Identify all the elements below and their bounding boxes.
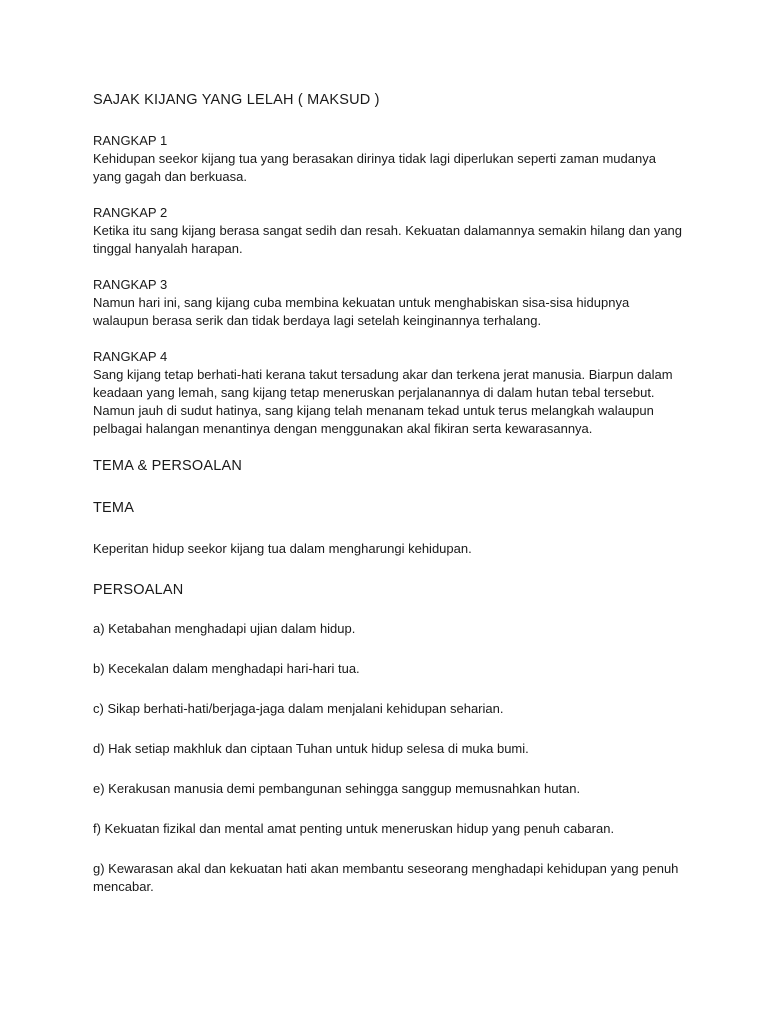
persoalan-item-d: d) Hak setiap makhluk dan ciptaan Tuhan untuk hidup selesa di muka bumi. [93, 741, 529, 756]
stanza-1 [93, 132, 683, 186]
stanza-text: Kehidupan seekor kijang tua yang berasakan dirinya tidak lagi diperlukan seperti zaman mudanya yang gagah dan berkuasa. [93, 151, 656, 184]
document-content [93, 90, 683, 918]
persoalan-item-b: b) Kecekalan dalam menghadapi hari-hari tua. [93, 661, 360, 676]
stanza-label: RANGKAP 3 [93, 277, 168, 292]
tema-persoalan-heading: TEMA & PERSOALAN [93, 458, 243, 474]
persoalan-item-a: a) Ketabahan menghadapi ujian dalam hidup. [93, 621, 356, 636]
persoalan-list [93, 620, 683, 896]
tema-text: Keperitan hidup seekor kijang tua dalam mengharungi kehidupan. [93, 541, 472, 556]
stanza-text: Sang kijang tetap berhati-hati kerana takut tersadung akar dan terkena jerat manusia. Biarpun dalam keadaan yang lemah, sang kijang tetap meneruskan perjalanannya di dalam hutan tebal tersebut. Namun jauh di sudut hatinya, sang kijang telah menanam tekad untuk terus melangkah walaupun pelbagai halangan menantinya dengan menggunakan akal fikiran serta kewarasannya. [93, 367, 673, 436]
stanza-label: RANGKAP 2 [93, 205, 168, 220]
persoalan-item-c: c) Sikap berhati-hati/berjaga-jaga dalam menjalani kehidupan seharian. [93, 701, 504, 716]
stanza-2 [93, 204, 683, 258]
stanza-label: RANGKAP 4 [93, 349, 168, 364]
persoalan-item-f: f) Kekuatan fizikal dan mental amat penting untuk meneruskan hidup yang penuh cabaran. [93, 821, 615, 836]
stanza-label: RANGKAP 1 [93, 133, 168, 148]
stanza-text: Ketika itu sang kijang berasa sangat sedih dan resah. Kekuatan dalamannya semakin hilang dan yang tinggal hanyalah harapan. [93, 223, 683, 256]
stanza-3 [93, 276, 683, 330]
persoalan-item-e: e) Kerakusan manusia demi pembangunan sehingga sanggup memusnahkan hutan. [93, 781, 581, 796]
stanza-text: Namun hari ini, sang kijang cuba membina kekuatan untuk menghabiskan sisa-sisa hidupnya walaupun berasa serik dan tidak berdaya lagi setelah keinginannya terhalang. [93, 295, 630, 328]
tema-heading: TEMA [93, 500, 135, 516]
persoalan-heading: PERSOALAN [93, 582, 184, 598]
persoalan-item-g: g) Kewarasan akal dan kekuatan hati akan membantu seseorang menghadapi kehidupan yang penuh mencabar. [93, 861, 679, 894]
document-title: SAJAK KIJANG YANG LELAH ( MAKSUD ) [93, 92, 380, 108]
stanza-4 [93, 348, 683, 438]
